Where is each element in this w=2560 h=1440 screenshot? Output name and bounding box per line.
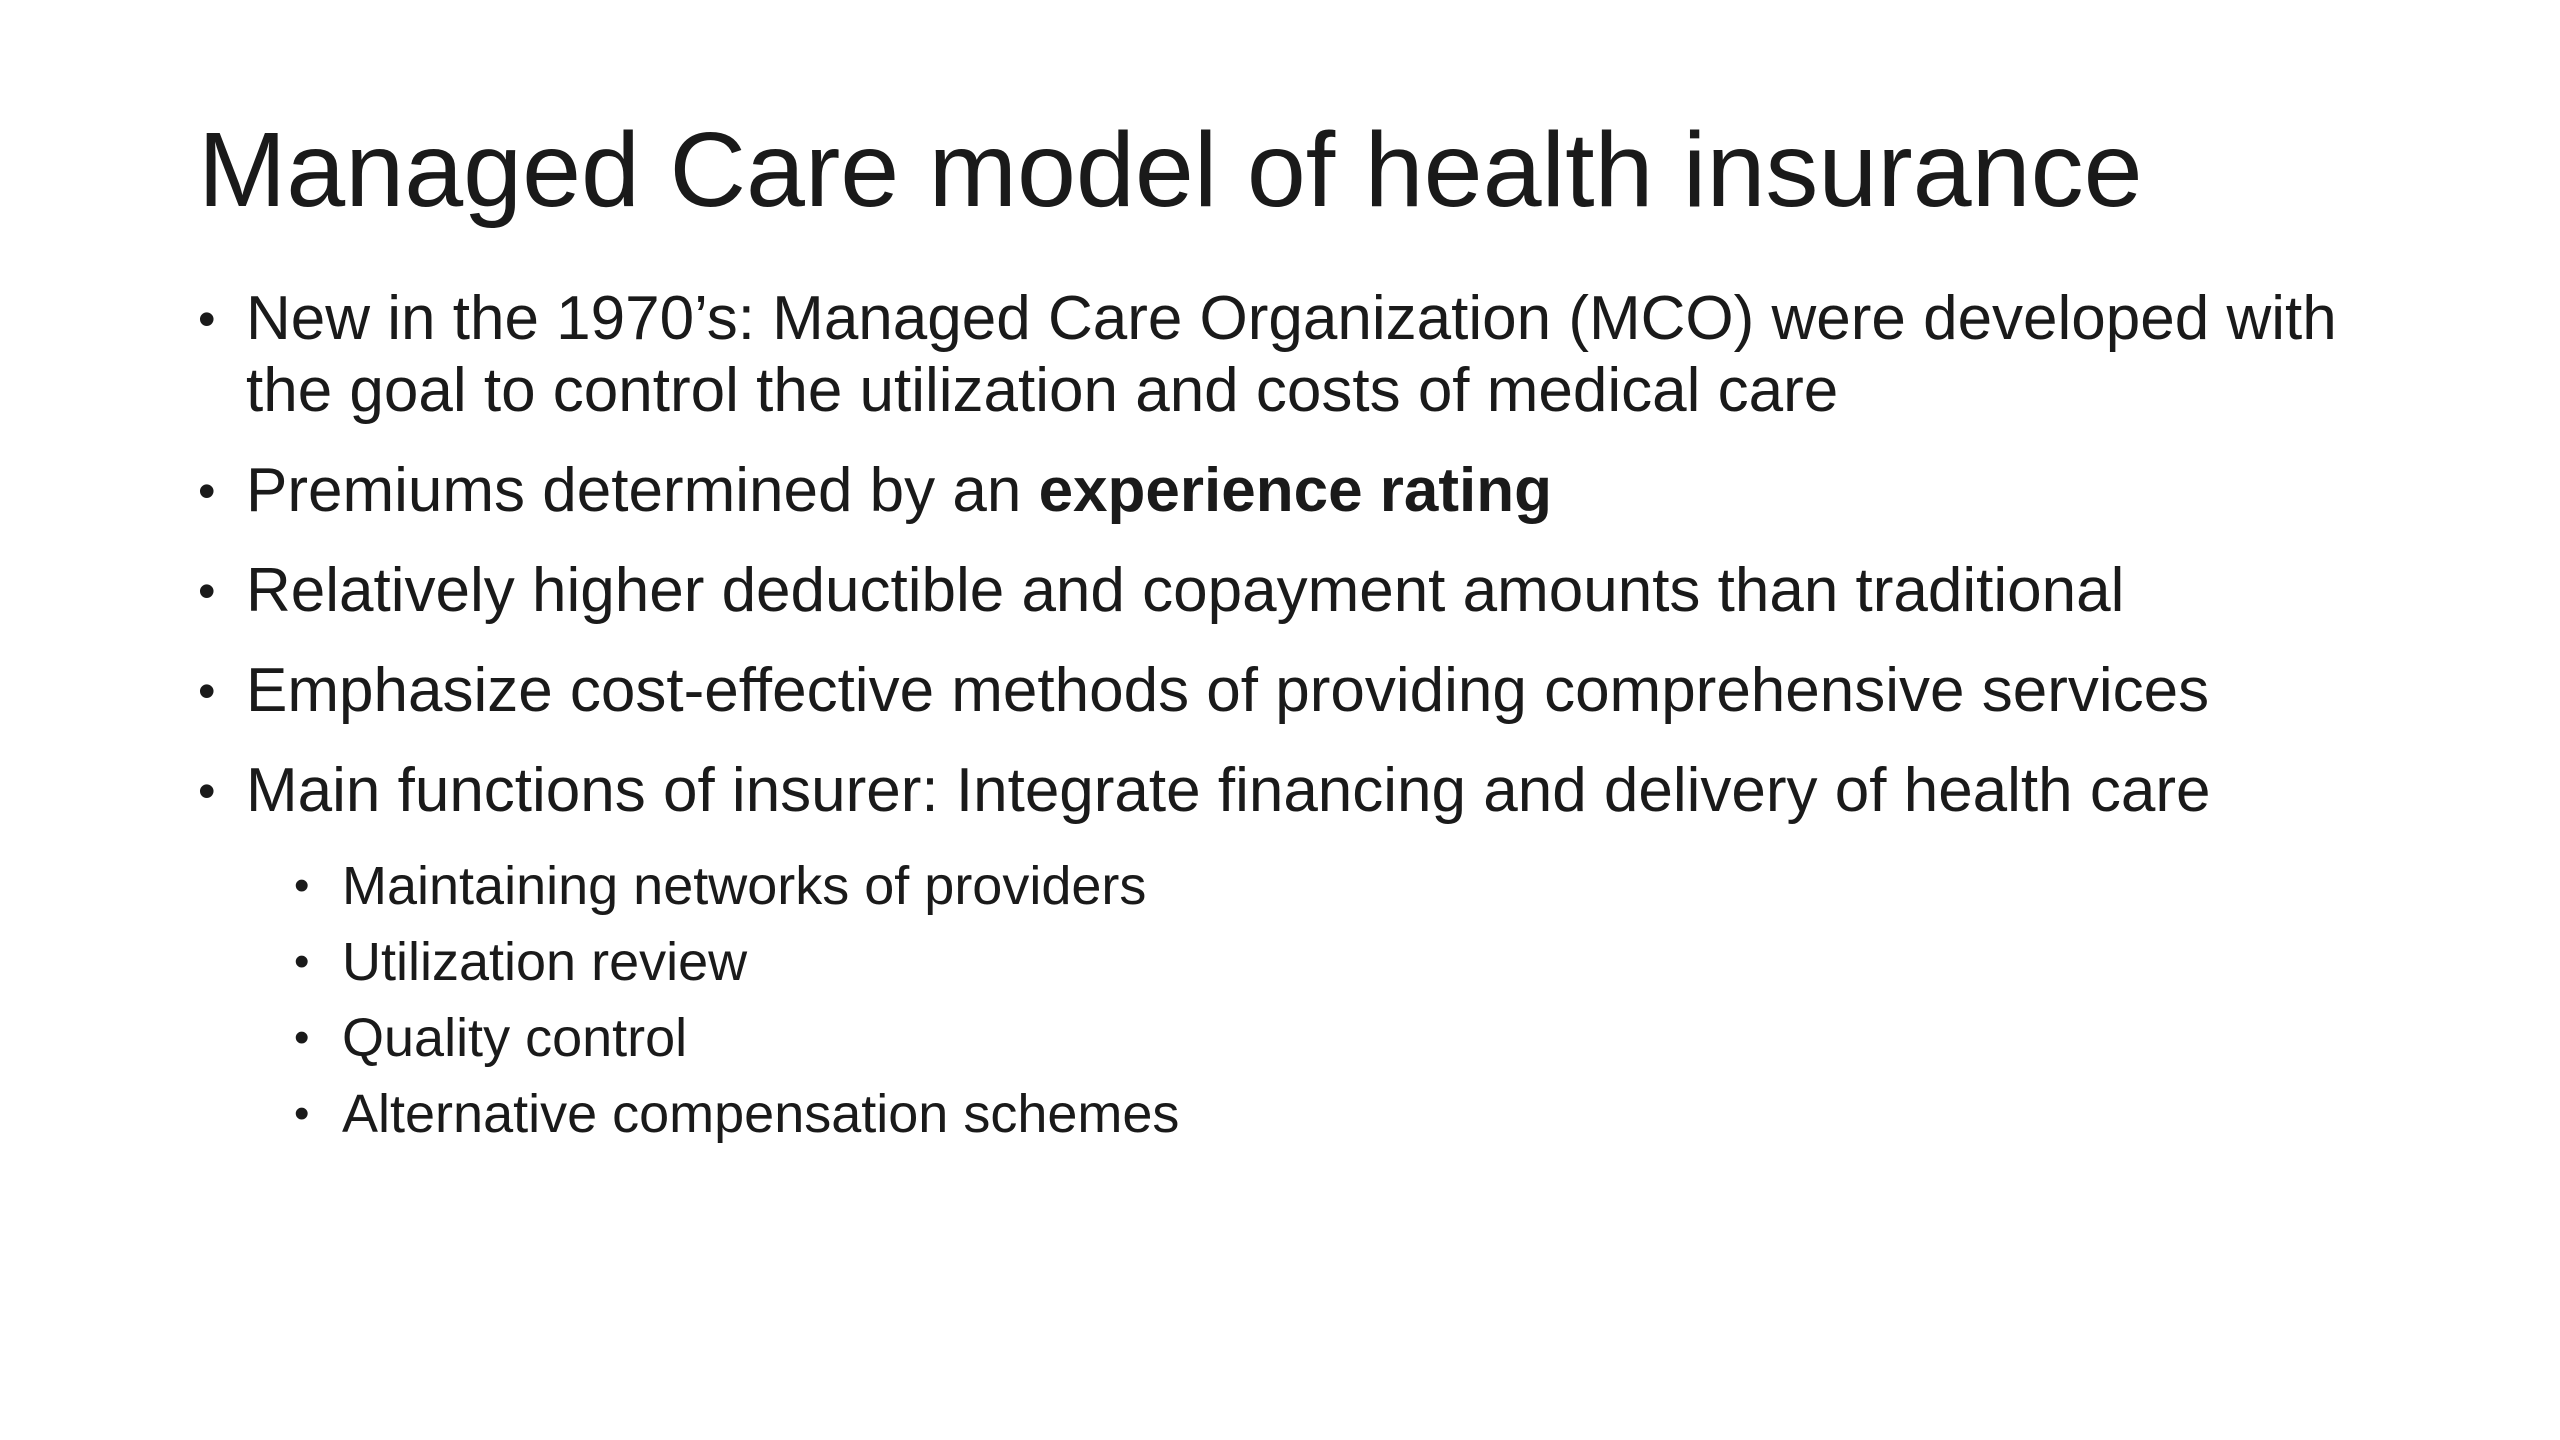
bullet-icon: • (198, 663, 216, 719)
sub-bullet-text: Maintaining networks of providers (342, 856, 1147, 916)
bullet-icon: • (198, 463, 216, 519)
sub-bullet-icon: • (294, 1089, 310, 1138)
sub-bullet-icon: • (294, 861, 310, 910)
sub-bullet-item-1 (294, 855, 2438, 917)
sub-bullet-item-2 (294, 931, 2438, 993)
slide-title: Managed Care model of health insurance (198, 111, 2143, 229)
bullet-text: Emphasize cost-effective methods of providing comprehensive services (246, 656, 2210, 725)
bullet-item-4 (198, 655, 2438, 727)
bullet-item-1 (198, 283, 2438, 427)
sub-bullet-item-4 (294, 1083, 2438, 1145)
bullet-text: Relatively higher deductible and copayment amounts than traditional (246, 556, 2125, 625)
sub-bullet-icon: • (294, 937, 310, 986)
sub-bullet-icon: • (294, 1013, 310, 1062)
bullet-text: Main functions of insurer: Integrate financing and delivery of health care (246, 756, 2211, 825)
bullet-icon: • (198, 763, 216, 819)
bullet-text-plain: Premiums determined by an (246, 456, 1039, 525)
bullet-item-3 (198, 555, 2438, 627)
bullet-text (246, 455, 2438, 527)
sub-bullet-text: Utilization review (342, 932, 748, 992)
sub-bullet-list (198, 855, 2438, 1145)
bullet-list (198, 283, 2438, 1159)
sub-bullet-item-3 (294, 1007, 2438, 1069)
sub-bullet-text: Alternative compensation schemes (342, 1084, 1180, 1144)
bullet-icon: • (198, 291, 216, 347)
bullet-icon: • (198, 563, 216, 619)
sub-bullet-text: Quality control (342, 1008, 688, 1068)
bullet-text: New in the 1970’s: Managed Care Organization (MCO) were developed with the goal to control the utilization and costs of medical care (246, 284, 2337, 425)
bullet-text-bold: experience rating (1038, 456, 1552, 525)
bullet-item-5 (198, 755, 2438, 827)
bullet-item-2 (198, 455, 2438, 527)
